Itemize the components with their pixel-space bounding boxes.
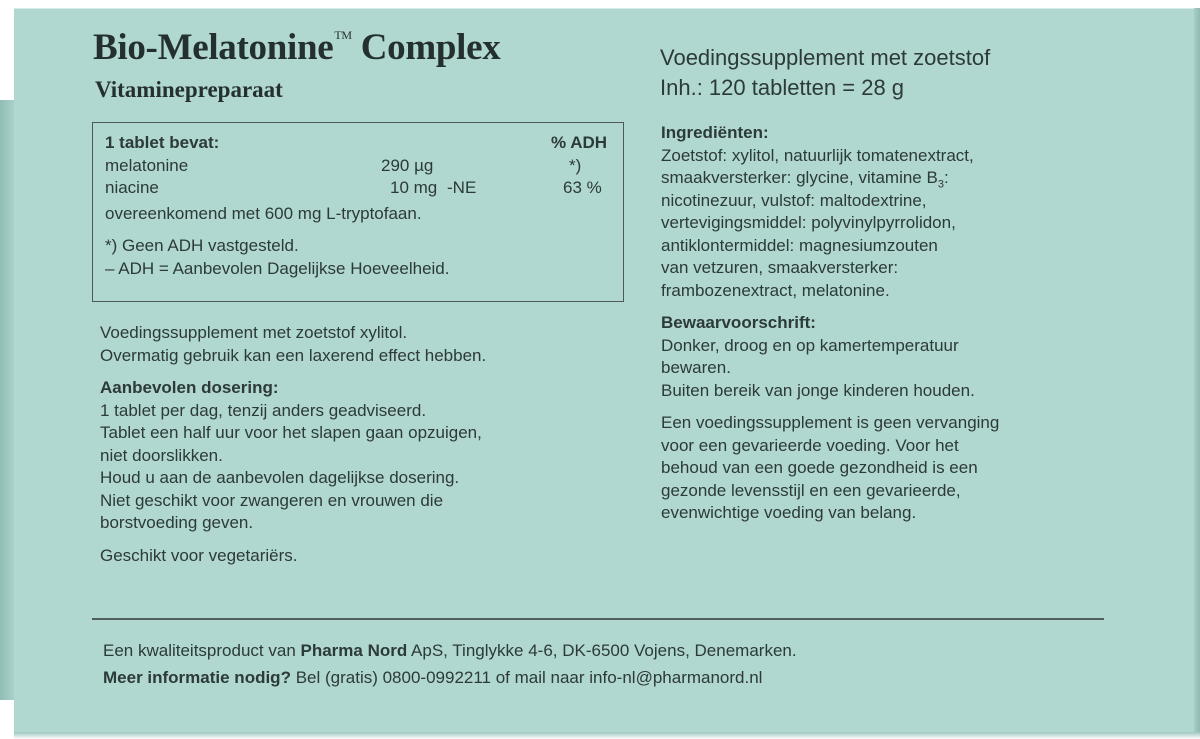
dosage-line: Tablet een half uur voor het slapen gaan opzuigen, [100,423,482,442]
note-text: – ADH = Aanbevolen Dagelijkse Hoeveelheid. [105,258,450,278]
dosage-line: niet doorslikken. [100,445,223,465]
contact-heading: Meer informatie nodig? [103,668,291,687]
storage-line: Donker, droog en op kamertemperatuur [661,335,959,355]
table-row [105,155,613,178]
equivalent-text: overeenkomend met 600 mg L-tryptofaan. [105,203,422,223]
product-subtitle: Vitaminepreparaat [95,77,283,102]
ingredients-line: frambozenextract, melatonine. [661,280,890,300]
nutrient-name: melatonine [105,155,189,175]
dosage-line: Niet geschikt voor zwangeren en vrouwen die [100,490,444,510]
storage-heading: Bewaarvoorschrift: [661,313,816,332]
ingredients-text: smaakversterker: glycine, vitamine B [661,168,938,187]
disclaimer-line: behoud van een goede gezondheid is een [661,458,978,477]
ingredients-heading: Ingrediënten: [661,123,769,142]
note-text: *) Geen ADH vastgesteld. [105,236,299,255]
dosage-heading: Aanbevolen dosering: [100,378,279,397]
manufacturer-address: ApS, Tinglykke 4-6, DK-6500 Vojens, Denemarken. [407,641,797,660]
manufacturer-text: Een kwaliteitsproduct van [103,641,301,660]
divider [92,618,1104,620]
disclaimer-line: voor een gevarieerde voeding. Voor het [661,435,959,455]
disclaimer-line: Een voedingssupplement is geen vervanging [661,413,1000,432]
table-note [105,235,613,258]
header-right [660,43,990,103]
dosage-line: Houd u aan de aanbevolen dagelijkse dosering. [100,468,460,487]
spacer [100,535,640,545]
table-header-row [105,132,613,155]
product-name-suffix: Complex [360,27,501,68]
warning-line: Voedingssupplement met zoetstof xylitol. [100,323,408,342]
dosage-line: borstvoeding geven. [100,513,254,532]
table-note [105,258,613,281]
table-equivalent [105,203,613,226]
right-column [661,122,1141,525]
storage-line: bewaren. [661,358,731,377]
warning-line: Overmatig gebruik kan een laxerend effect hebben. [100,345,487,365]
package-bottom-edge [14,732,1200,739]
nutrient-name: niacine [105,178,159,197]
disclaimer-line: gezonde levensstijl en een gevarieerde, [661,480,961,500]
ingredients-text: : [943,168,949,187]
table-row [105,177,613,200]
vegetarian-note: Geschikt voor vegetariërs. [100,545,298,565]
nutrition-table [92,122,624,302]
nutrient-unit-extra: -NE [447,178,477,197]
disclaimer-line: evenwichtige voeding van belang. [661,503,917,522]
contact-line [103,664,797,691]
package-right-edge [1194,8,1200,732]
nutrient-pct: 63 % [563,178,602,197]
ingredients-line: nicotinezuur, vulstof: maltodextrine, [661,190,927,210]
contact-details: Bel (gratis) 0800-0992211 of mail naar info-nl@pharmanord.nl [290,668,763,687]
footer [103,637,797,691]
table-head-right: % ADH [551,133,608,152]
spacer [100,367,640,377]
package-side-edge [0,100,14,700]
ingredients-line: antiklontermiddel: magnesiumzouten [661,235,938,255]
spacer [661,302,1141,312]
left-column [100,322,640,567]
ingredients-line: Zoetstof: xylitol, natuurlijk tomatenextract, [661,145,974,165]
ingredients-line: van vetzuren, smaakversterker: [661,258,899,277]
storage-line: Buiten bereik van jonge kinderen houden. [661,380,975,400]
ingredients-line [661,167,1141,190]
nutrient-pct: *) [569,155,582,175]
product-name: Bio-Melatonine [93,27,334,68]
table-head-left: 1 tablet bevat: [105,133,220,152]
contents-amount: Inh.: 120 tabletten = 28 g [660,75,905,100]
trademark-mark: TM [334,28,352,42]
ingredients-line: vertevigingsmiddel: polyvinylpyrrolidon, [661,213,956,232]
dosage-line: 1 tablet per dag, tenzij anders geadviseerd. [100,400,427,420]
brand-name: Pharma Nord [300,641,408,660]
spacer [661,402,1141,412]
subscript-text: 3 [937,178,944,191]
supplement-type: Voedingssupplement met zoetstof [660,45,991,70]
manufacturer-line [103,637,797,664]
nutrient-amount: 10 mg [390,178,438,197]
nutrient-amount: 290 µg [381,155,434,175]
product-title [93,26,500,69]
